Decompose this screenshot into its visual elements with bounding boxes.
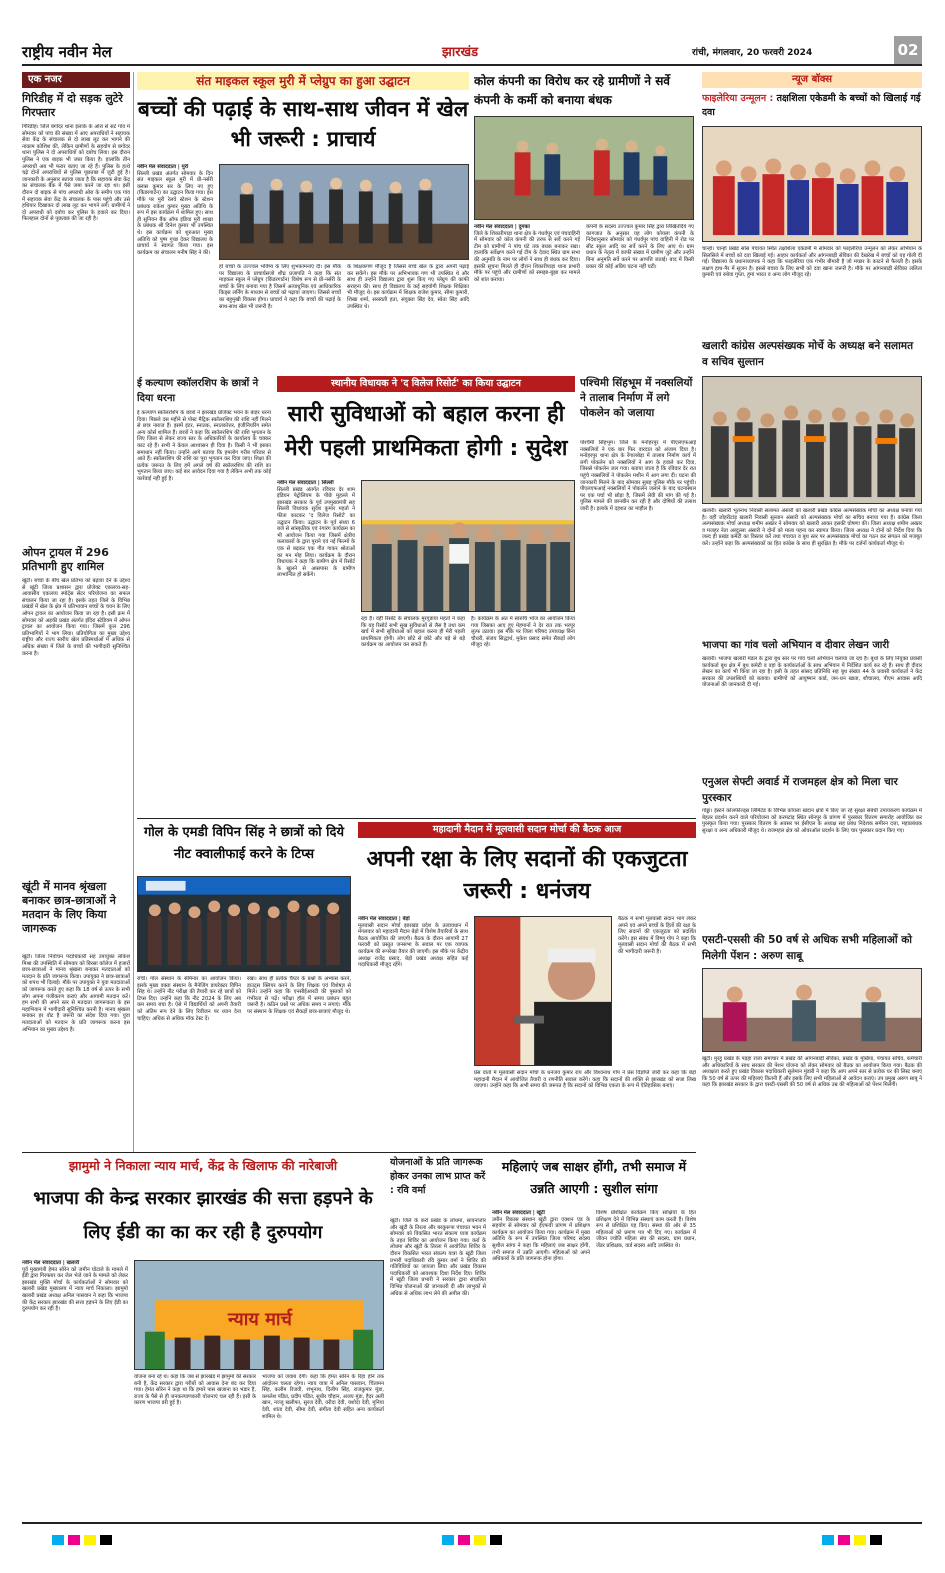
nyay-headline: भाजपा की केन्द्र सरकार झारखंड की सत्ता हड़पने के लिए ईडी का का कर रही है दुरुपयोग xyxy=(33,1188,373,1243)
nyay-photo xyxy=(134,1260,384,1370)
school-headline: बच्चों की पढ़ाई के साथ-साथ जीवन में खेल भी जरूरी : प्राचार्य xyxy=(137,97,469,151)
ek-nazar-label: एक नजर xyxy=(22,72,130,88)
black-mark xyxy=(490,1535,502,1545)
mahila-byline: नवीन मेल संवाददाता | खूंटी xyxy=(492,1210,545,1216)
mahila-body-2: विशेष प्रशिक्षित कार्यक्रम किए साक्षियों के हित प्रशिक्षण देने में विभिन्न संस्थाएं काम करती हैं। विशेष रूप से प्रशिक्षित यह किए। संस्था की ओर से 35 महिलाओं को प्रमाण पत्र भी दिए गए। कार्यक्रम में जीवन ज्योति महिला संघ की सदस्य, ग्राम प्रधान, जेंडर प्रशिक्षक, वार्ड सदस्य आदि उपस्थित थे। xyxy=(596,1210,696,1249)
mulvasi-caption: प्रेस वार्ता में मूलवासी सदान मोर्चा के धनंजय कुमार राय और विश्वनाथ गोप ने प्रेस विज्ञप्ति जारी कर कहा कि बेड़ो महादानी मैदान में आयोजित तैयारी व रणनीति सवाल करेंगे। कहा कि सदानों की शक्ति से झारखंड को सजा लिख जाएगा। उन्होंने कहा कि अभी समय की जरूरत है कि सदानों को विभिन्न एकता के रूप में ऐतिहासिक बनाएं। xyxy=(474,1070,696,1090)
item3-body: खूंटी। जिला निर्वाचन पदाधिकारी सह उपायुक्त लोकेश मिश्रा की उपस्थिति में सोमवार को बिरसा कॉलेज में हजारों छात्र-छात्राओं ने मानव श्रृंखला बनाकर मतदाताओं को मतदान के प्रति जागरूक किया। उपायुक्त ने छात्र-छात्राओं को शपथ भी दिलाई। मौके पर उपायुक्त ने युवा मतदाताओं को जागरूक करते हुए कहा कि 18 वर्ष से ऊपर के सभी लोग अपना पंजीकरण कराएं और आगामी मतदान करें। हम सभी की अपने स्तर से मतदाता जागरूकता के इस महाभियान में भागीदारी सुनिश्चित करनी है। मानव श्रृंखला बनाकर हर वोट है जरूरी का संदेश दिया गया। युवा मतदाताओं को मतदान के प्रति जागरूक करना इस अभियान का मुख्य उद्देश्य है। xyxy=(22,954,130,1033)
mulvasi-body-1-text: मूलवासी सदान मोर्चा झारखंड प्रदेश के तत्वावधान में मंगलवार को महादानी मैदान बेड़ो में विशेष तैयारियों के साथ बैठक आयोजित की जाएगी। बैठक के दौरान आगामी 27 फरवरी को प्रस्तुत जनसभा के सवाल पर एक व्यापक कार्यक्रम की रूपरेखा तैयार की जाएगी। इस मौके पर केंद्रीय अध्यक्ष राजेंद्र प्रसाद, बेड़ो प्रखंड अध्यक्ष सहित कई पदाधिकारी मौजूद रहेंगे। xyxy=(358,922,468,969)
neet-story xyxy=(137,822,351,1152)
naxal-story xyxy=(580,376,696,816)
news-box-photo-graphic xyxy=(703,127,921,241)
mulvasi-headline: अपनी रक्षा के लिए सदानों की एकजुटता जरूरी : धनंजय xyxy=(366,847,688,904)
yellow-mark xyxy=(474,1535,486,1545)
nyay-kicker: झामुमो ने निकाला न्याय मार्च, केंद्र के खिलाफ की नारेबाजी xyxy=(68,1158,338,1173)
coal-headline: कोल कंपनी का विरोध कर रहे ग्रामीणों ने सर्वे कंपनी के कर्मी को बनाया बंधक xyxy=(474,74,670,107)
resort-photo-graphic xyxy=(362,481,574,611)
jagrukta-body: खूंटी। जिले के कर्रा प्रखंड के लोधमा, सावनाजोर और खूंटी के तिरला और बरकुरूपा पंचायत भवन में सोमवार को विकसित भारत संकल्प यात्रा कार्यक्रम के तहत शिविर का आयोजन किया गया। कर्रा के लोधमा और खूंटी के तिरला में आयोजित शिविर के दौरान विकसित भारत संकल्प यात्रा के खूंटी जिला प्रभारी पदाधिकारी रवि कुमार वर्मा ने शिविर की गतिविधियों का जायजा लिया और प्रखंड विकास पदाधिकारी को आवश्यक दिशा निर्देश दिए। शिविर में खूंटी जिला प्रभारी ने सरकार द्वारा संचालित विभिन्न योजनाओं की जानकारी दी और लाभुकों से अधिक से अधिक लाभ लेने की अपील की। xyxy=(390,1218,486,1297)
masthead xyxy=(22,36,922,68)
bhajpa-body: खलारी। भाजपा खलारी मंडल के द्वारा बूथ स्तर पर गांव चलो अभियान चलाया जा रहा है। बूथों के लिए नियुक्त प्रवासी कार्यकर्ता बूथ क्षेत्र में बूथ कमेटी व वहां के कार्यकर्ताओं के साथ अभियान में निर्देशित कार्य कर रहे हैं। साथ ही दीवार लेखन का कार्य भी किया जा रहा है। इसी के तहत सांसद प्रतिनिधि सह बूथ संख्या 44 के प्रवासी कार्यकर्ता ने केंद्र सरकार की उपलब्धियों को बताया। ग्रामीणों को आयुष्मान कार्ड, जन-धन खाता, शौचालय, पीएम आवास आदि योजनाओं की जानकारी दी गई। xyxy=(702,656,922,689)
item2-body: खूंटी। बच्चों के बीच खेल प्रतिभा को बढ़ावा देने के उद्देश्य से खूंटी जिला प्रशासन द्वारा प्रोजेक्ट एकलव्य-सह-आवासीय एकलव्य स्पोर्ट्स सेंटर परियोजना का सफल संचालन किया जा रहा है। इसके तहत जिले के विभिन्न प्रखंडों में खेल के क्षेत्र में प्रतिभावान बच्चों के चयन के लिए ओपन ट्रायल का आयोजन किया जा रहा है। इसी क्रम में सोमवार को अड़की प्रखंड अंतर्गत इंदिरा स्टेडियम में ओपन ट्रायल का आयोजन किया गया। जिसमें कुल 296 प्रतिभागियों ने भाग लिया। प्रतियोगिता का मुख्य उद्देश्य राष्ट्रीय और राज्य स्तरीय खेल प्रतिस्पर्धाओं में अधिक से अधिक संख्या में जिले के बच्चों की भागीदारी सुनिश्चित करना है। xyxy=(22,578,130,657)
yellow-mark xyxy=(854,1535,866,1545)
award-headline: एनुअल सेफ्टी अवार्ड में राजमहल क्षेत्र को मिला चार पुरस्कार xyxy=(702,776,898,804)
school-photo-graphic xyxy=(220,165,468,259)
black-mark xyxy=(870,1535,882,1545)
nyay-banner-text: न्याय मार्च xyxy=(228,1309,292,1330)
resort-headline: सारी सुविधाओं को बहाल करना ही मेरी पहली प्राथमिकता होगी : सुदेश xyxy=(284,402,568,461)
item2-title: ओपन ट्रायल में 296 प्रतिभागी हुए शामिल xyxy=(22,546,109,573)
coal-byline: नवीन मेल संवाददाता | दुमका xyxy=(474,224,530,230)
section-title: झारखंड xyxy=(442,45,479,60)
registration-marks-left xyxy=(52,1530,116,1549)
masthead-rule xyxy=(22,64,922,66)
school-photo xyxy=(219,164,469,260)
scholarship-story xyxy=(137,376,271,806)
neet-photo xyxy=(137,876,351,972)
st-photo xyxy=(702,968,922,1052)
news-box-body: चान्हो। चान्हो प्रखंड सोंस पंचायत स्थित तक्षशिला एकेडमी में सोमवार को फाइलेरिया उन्मूलन को लेकर अभियान के सिलसिले में बच्चों को दवा खिलाई गई। आहार कार्यकर्ता और आंगनबाड़ी सेविका की देखरेख में बच्चों को यह गोली दी गई। विद्यालय के प्रधानाध्यापक ने कहा कि फाइलेरिया एक गंभीर बीमारी है जो मच्छर के काटने से फैलती है। इसके लक्षण हाथ-पैर में सूजन है। इससे बचाव के लिए सभी को दवा खाना जरूरी है। मौके पर आंगनबाड़ी सेविका ललिता कुमारी एवं रुबेया गुप्ता, हुमां भारत व अन्य लोग मौजूद रहे। xyxy=(702,246,922,279)
cyan-mark xyxy=(52,1535,64,1545)
news-box-photo xyxy=(702,126,922,242)
bhajpa-headline: भाजपा का गांव चलो अभियान व दीवार लेखन जारी xyxy=(702,640,890,651)
st-body: खूंटी। मुरहू प्रखंड के पड़हा राजा समाचार में प्रखंड की आंगनबाड़ी सेविका, प्रखंड के मुखिया, पंचायत सचिव, कर्मचारी और अधिकारियों के साथ सरकार की पेंशन योजना को लेकर सोमवार को बैठक का आयोजन किया गया। बैठक की अध्यक्षता करते हुए प्रखंड विकास पदाधिकारी सुलेमान मुंडारी ने कहा कि आप अपने स्तर से प्रत्येक घर की लिस्ट बनाएं कि 50 वर्ष से ऊपर की महिलाएं कितनी हैं और इसके लिए सभी महिलाओं से आवेदन कराएं। उप प्रमुख अरुण साबू ने कहा कि झारखंड सरकार के द्वारा एसटी-एससी की 50 वर्ष से अधिक उम्र की महिलाओं को पेंशन मिलेगी। xyxy=(702,1056,922,1089)
magenta-mark xyxy=(68,1535,80,1545)
dateline: रांची, मंगलवार, 20 फरवरी 2024 xyxy=(692,48,813,58)
news-box-headline: तक्षशिला एकेडमी के बच्चों को खिलाई गई दवा xyxy=(702,93,921,118)
resort-body-1 xyxy=(277,480,355,800)
neet-headline: गोल के एमडी विपिन सिंह ने छात्रों को दिये नीट क्वालीफाई करने के टिप्स xyxy=(144,825,344,862)
news-box-kicker: फाइलेरिया उन्मूलन : xyxy=(702,93,774,104)
scholarship-body: ई कल्याण स्कॉलरशिप के छात्रों ने झारखंड प्रोजेक्ट भवन के बाहर धरना दिया। पिछले दस महीने से पोस्ट मैट्रिक स्कॉलरशिप की राशि नहीं मिलने से छात्र नाराज हैं। इसमें इंटर, स्नातक, स्नातकोत्तर, इंजीनियरिंग समेत अन्य कोर्स शामिल हैं। छात्रों ने कहा कि स्कॉलरशिप की राशि भुगतान के लिए जिला से लेकर राज्य स्तर के अधिकारियों के कार्यालय के चक्कर काट रहे हैं। सभी ने केवल आश्वासन ही दिया है। किसी ने भी इसका समाधान नहीं किया। उन्होंने आगे बताया कि हमलोग गरीब परिवार से आते हैं। स्कॉलरशिप की राशि का पूरा भुगतान कर दिया जाए। शिक्षा की प्रत्येक जरूरत के लिए हमें अगले वर्ष की स्कॉलरशिप की राशि का भुगतान किया जाए। कई बार आवेदन दिया गया है लेकिन अभी तक कोई कार्रवाई नहीं हुई है। xyxy=(137,410,271,482)
khalari-photo xyxy=(702,376,922,504)
coal-photo xyxy=(474,116,694,220)
neet-photo-graphic xyxy=(138,877,350,971)
news-box-headline-wrap xyxy=(702,92,922,122)
school-body-1-text: सिल्ली प्रखंड अंतर्गत सोमवार के दिन संत माइकल स्कूल मुरी में प्री-नर्सरी क्लास कुमार सर के लिए नए हुए (किंडरगार्टन) का उद्घाटन किया गया। इस मौके पर मुरी रेलवे स्टेशन के स्टेशन प्रबंधक राकेश कुमार मुख्य अतिथि के रूप में इस कार्यक्रम में शामिल हुए। साथ ही सुनियन बैंक ऑफ इंडिया मुरी शाखा के प्रबंधक श्री दिनेश कुमार भी उपस्थित थे। इस कार्यक्रम को शुरुआत मुख्य अतिथि को पुष्प गुच्छ देकर विद्यालय के प्राचार्य ने स्वागत किया गया। इस कार्यक्रम का संचालन मनीष सिंह ने की। xyxy=(137,170,213,256)
school-body-3: के शिक्षकगण मौजूद हैं जिससे बच्चे खेल के द्वारा अपनी पढ़ाई कर सकेंगे। इस मौके पर अभिभावक गण भी उपस्थित थे और साथ ही उन्होंने विद्यालय द्वारा शुरू किए गए प्लेग्रुप की काफी सराहना की। साथ ही विद्यालय के कई सहयोगी शिक्षक शिक्षिका भी मौजूद थे। इस कार्यक्रम में शिक्षक राजेश कुमार, सीमा कुमारी, शिखा शर्मा, सरस्वती हता, संयुक्ता सिंह देव, स्वेता सिंह आदि उपस्थित थे। xyxy=(347,264,469,310)
coal-body-1-text: जिले के शिकारीपाड़ा थाना क्षेत्र के गंधर्वपुर एवं पंचवाहिनी में सोमवार को कोल कंपनी की तरफ से सर्वे करने गई टीम को ग्रामीणों ने पांच घंटे तक बंधक बनाकर रखा। हालांकि सर्वेक्षण करने गई टीम के देवाद स्थित ग्राम सभा की अनुमति के नाम पर लोगों ने साथ ही बंधक कर दिया। इसकी सूचना मिलते ही दौरान शिकारीपाड़ा थाना प्रभारी मौके पर पहुंचे और ग्रामीणों को समझा-बुझा कर मामले को शांत कराया। xyxy=(474,230,580,283)
paper-name: राष्ट्रीय नवीन मेल xyxy=(22,43,112,61)
resort-byline: नवीन मेल संवाददाता | सिल्ली xyxy=(277,480,334,486)
st-photo-graphic xyxy=(703,969,921,1051)
nyay-body-1-text: पूर्व मुख्यमंत्री हेमंत सोरेन को जमीन घोटाले के मामले में ईडी द्वारा गिरफ्तार कर जेल भेजे जाने के मामले को लेकर झारखंड मुक्ति मोर्चा के कार्यकर्ताओं ने सोमवार को खलारी प्रखंड मुख्यालय में न्याय मार्च निकाला। झामुमो खलारी प्रखंड अध्यक्ष अनिल पासवान ने कहा कि भाजपा की केंद्र सरकार झारखंड की सत्ता हड़पने के लिए ईडी का दुरुपयोग कर रही है। xyxy=(22,1266,128,1313)
nyay-body-3: भाजपा को जवाब देगी। कहा कि हेमंत सोरेन के रिहा होने तक आंदोलन चलता रहेगा। न्याय यात्रा में अनिल पासवान, चिंतामन सिंह, कलीम रिजवी, शंभूनाथ, दिलीप सिंह, राजकुमार मुंडा, कमलेश पंडित, प्रदीप पंडित, सुधीर चौहान, अजय मुंडा, हैदर अली खान, नज्जू खलीफा, सुरज देवी, वरीदा देवी, यशोदा देवी, मुनिया देवी, शांता देवी, सीमा देवी, संगीता देवी सहित अन्य कार्यकर्ता शामिल थे। xyxy=(262,1374,384,1420)
magenta-mark xyxy=(838,1535,850,1545)
registration-marks-center xyxy=(442,1530,506,1549)
jagrukta-headline: योजनाओं के प्रति जागरूक होकर उनका लाभ प्राप्त करें : रवि वर्मा xyxy=(390,1157,486,1196)
naxal-body: पश्चिमी सिंहभूम। जिले के मनोहरपुर में पीएलएफआई नक्सलियों ने एक बार फिर वारदात को अंजाम दिया है। मनोहरपुर थाना क्षेत्र के रेंगालबेड़ा में तालाब निर्माण कार्य में लगी पोकलेन को नक्सलियों ने आग के हवाले कर दिया, जिससे पोकलेन जल गया। बताया जाता है कि रविवार देर रात पहुंचे नक्सलियों ने पोकलेन मशीन में आग लगा दी। घटना की जानकारी मिलने के बाद सोमवार सुबह पुलिस मौके पर पहुंची। पीएलएफआई नक्सलियों ने पोकलेन जलाने के बाद घटनास्थल पर एक पर्चा भी छोड़ा है, जिसमें लेवी की मांग की गई है। पुलिस मामले की छानबीन कर रही है और दोषियों की तलाश जारी है। इलाके में दहशत का माहौल है। xyxy=(580,440,696,512)
neet-body-2: रखा। साथ ही प्रत्येक चैप्टर के प्रश्नों के अभ्यास करने, डाउट्स क्लियर करने के लिए शिक्षक एवं विशेषज्ञ से मिलें। उन्होंने कहा कि एनसीईआरटी की पुस्तकों को गंभीरता से पढ़ें। परीक्षा हॉल में समय प्रबंधन बहुत जरूरी है। कठिन प्रश्नों पर अधिक समय न लगाएं। मौके पर संस्थान के शिक्षक एवं सैकड़ों छात्र-छात्राएं मौजूद थे। xyxy=(247,976,351,1015)
cyan-mark xyxy=(822,1535,834,1545)
st-headline: एसटी-एससी की 50 वर्ष से अधिक सभी महिलाओं को मिलेगी पेंशन : अरुण साबू xyxy=(702,934,913,962)
item3-title: खूंटी में मानव श्रृंखला बनाकर छात्र-छात्राओं ने मतदान के लिए किया जागरूक xyxy=(22,880,116,935)
black-mark xyxy=(100,1535,112,1545)
coal-photo-graphic xyxy=(475,117,693,219)
mulvasi-body-2: बैठक में सभी मूलवासी सदान भाग लेकर अपने एवं अपने बच्चों के हितों की रक्षा के लिए सदानों की एकजुटता को प्रदर्शित करेंगे। इस संबंध में विष्णु गोप ने कहा कि मूलवासी सदान मोर्चा की बैठक में सभी की भागीदारी जरूरी है। xyxy=(618,916,696,955)
mid-rule-2 xyxy=(22,1152,696,1153)
school-body-1 xyxy=(137,164,213,368)
khalari-body: खलारी। खलारी भूतनाथ निवासी सलामत अंसारी को खलारी प्रखंड कांग्रेस अल्पसंख्यक मोर्चा का अध्यक्ष बनाया गया है। वहीं जोहरीटांड़ खलारी निवासी सुल्तान अंसारी को अल्पसंख्यक मोर्चा का सचिव बनाया गया है। कांग्रेस जिला अल्पसंख्यक मोर्चा अध्यक्ष शमीम अख्तर ने सोमवार को खलारी आकर इसकी घोषणा की। जिला अध्यक्ष शमीम अख्तर व मजहर नेता अब्दुल्ला अंसारी ने दोनों को माला पहना कर स्वागत किया। जिला अध्यक्ष ने दोनों को निर्देश दिया कि जल्द ही प्रखंड कमेटी का विस्तार करें तथा पंचायत व बूथ स्तर पर अल्पसंख्यक मोर्चा का गठन कर संगठन को मजबूत करें। उन्होंने कहा कि अल्पसंख्यकों का हित कांग्रेस के साथ ही सुरक्षित है। मौके पर दर्जनों कार्यकर्ता मौजूद थे। xyxy=(702,508,922,547)
mulvasi-body-1 xyxy=(358,916,468,1148)
nyay-body-1 xyxy=(22,1260,128,1504)
coal-body-2: कंपनी के सदस्य उज्ज्वल कुमार सिंह द्वारा लिखितदिये गए कागजात के अनुसार यह लोग कोयला कंपनी के निदेशानुसार सोमवार को गंधर्वपुर पांच वाहिनी में रोड पर सीट स्कूल आदि का सर्वे करने के लिए आए थे। ग्राम प्रधान के नेतृत्व में काफी संख्या में ग्रामीण जुटे और उन्होंने बिना अनुमति सर्वे करने पर आपत्ति जताई। बाद में किसी प्रकार की कोई अप्रिय घटना नहीं घटी। xyxy=(586,224,694,270)
school-byline: नवीन मेल संवाददाता | मुरी xyxy=(137,164,189,170)
resort-body-2: रहा है। वहीं रिसोर्ट के संचालक मुरगुडाया महतो ने कहा कि यह रिसोर्ट सभी सुख सुविधाओं से लैस है तथा कम खर्च में सभी सुविधाओं को बहाल करना ही मेरी पहली प्राथमिकता होगी। लोग छोटे से छोटे और बड़े से बड़े कार्यक्रम का आयोजन कर सकते हैं। xyxy=(361,616,465,649)
footer xyxy=(22,1522,922,1546)
mahila-body-1-text: उमीन विकास संस्थान खूंटी द्वारा एक्शन एड के सहयोग से सोमवार को ईएफवी प्रांगण में प्रशिक्षण कार्यक्रम का आयोजन किया गया। कार्यक्रम में मुख्य अतिथि के रूप में उपस्थित जिला परिषद सदस्य सुशील सांगा ने कहा कि महिलाएं जब साक्षर होंगी, तभी समाज में उन्नति आएगी। महिलाओं को अपने अधिकारों के प्रति जागरूक होना होगा। xyxy=(492,1216,590,1263)
nyay-byline: नवीन मेल संवाददाता | खलारी xyxy=(22,1260,80,1266)
jagrukta-story xyxy=(390,1156,486,1506)
nyay-story xyxy=(22,1156,384,1506)
school-kicker: संत माइकल स्कूल मुरी में प्लेग्रुप का हुआ उद्घाटन xyxy=(137,72,469,90)
magenta-mark xyxy=(458,1535,470,1545)
mulvasi-byline: नवीन मेल संवाददाता | बेड़ो xyxy=(358,916,410,922)
news-box-label: न्यूज बॉक्स xyxy=(702,72,922,88)
registration-marks-right xyxy=(822,1530,886,1549)
resort-body-1-text: सिल्ली प्रखंड अंतर्गत रविवार देर शाम इंडियन पेट्रोलियम के पीछे मुहल्ले में झारखंड सरकार के पूर्व उपमुख्यमंत्री सह सिल्ली विधायक सुदेश कुमार महतो ने फीता काटकर 'द विलेज रिसोर्ट' का उद्घाटन किया। उद्घाटन के पूर्व संध्या 6 बजे से सांस्कृतिक एवं रंगारंग कार्यक्रम का भी आयोजन किया गया जिसमें क्षेत्रीय कलाकारों के द्वारा पुराने एवं नई फिल्मों के एक से बढ़कर एक गीत गाकर श्रोताओं का मन मोह लिया। कार्यक्रम के दौरान विधायक ने कहा कि ग्रामीण क्षेत्र में रिसोर्ट के खुलने से आसपास के ग्रामीण लाभान्वित हो सकेंगे। xyxy=(277,486,355,579)
award-body: गोड्डा। ईस्टर्न कोलफील्ड्स लिमिटेड के विभिन्न कोयला खदान क्षेत्रों में किए जा रहे सुरक्षा संबंधी उपायकरण कार्यक्रम में बेहतर प्रदर्शन करने वाले परियोजना को करमटांड़ स्थित सोनपुर के प्रांगण में पुरस्कार वितरण समारोह आयोजित कर पुरस्कृत किया गया। पुरस्कार वितरण के अवसर पर ईसीएल के अध्यक्ष सह प्रबंध निदेशक समीरन दत्ता, महाप्रबंधक सुरक्षा व अन्य अधिकारी मौजूद थे। राजमहल क्षेत्र को ओवरऑल प्रदर्शन के लिए चार पुरस्कार प्रदान किए गए। xyxy=(702,808,922,834)
resort-kicker: स्थानीय विधायक ने 'द विलेज रिसोर्ट' का किया उद्घाटन xyxy=(277,376,575,392)
resort-photo xyxy=(361,480,575,612)
mulvasi-story xyxy=(358,822,696,1152)
mulvasi-kicker: महादानी मैदान में मूलवासी सदान मोर्चा की बैठक आज xyxy=(358,822,696,838)
mahila-headline: महिलाएं जब साक्षर होंगी, तभी समाज में उन्नति आएगी : सुशील सांगा xyxy=(501,1159,687,1196)
mahila-story xyxy=(492,1156,696,1506)
page-number: 02 xyxy=(894,36,922,64)
resort-story xyxy=(277,376,575,816)
neet-body-1: रांची। गोल संस्थान के सेमिनार का आयोजन किया। इसके मुख्य वक्ता संस्थान के मैनेजिंग डायरेक्टर विपिन सिंह थे। उन्होंने नीट परीक्षा की तैयारी कर रहे छात्रों को टिप्स दिए। उन्होंने कहा कि नीट 2024 के लिए अब कम समय बचा है। ऐसे में विद्यार्थियों को अपनी तैयारी को अंतिम रूप देने के लिए रिवीजन पर ध्यान देना चाहिए। अधिक से अधिक मॉक टेस्ट दें। xyxy=(137,976,241,1022)
naxal-headline: पश्चिमी सिंहभूम में नक्सलियों ने तालाब निर्माण में लगे पोकलेन को जलाया xyxy=(580,377,693,419)
coal-story xyxy=(474,72,694,370)
mahila-body-1 xyxy=(492,1210,590,1504)
cyan-mark xyxy=(442,1535,454,1545)
coal-body-1 xyxy=(474,224,580,370)
footer-rule xyxy=(22,1522,922,1524)
school-body-2: हो बच्चों के उज्ज्वल भविष्य के लिए शुभकामनाएं दी। इस मौके पर विद्यालय के प्राचार्यसजो शीघ्र प्रजापति ने कहा कि संत माइकल स्कूल में प्लेग्रुप (किंडरगार्टन) विशेष रूप से प्री-नर्सरी के बच्चों के लिए बनाया गया है जिसमें अत्याधुनिक एवं आधिकारिक किड्स लर्निंग के माध्यम से बच्चों को पढ़ाया जाएगा। जिससे बच्चों का बहुमुखी विकास होगा। प्राचार्य ने कहा कि बच्चों की पढ़ाई के साथ-साथ खेल भी जरूरी है। xyxy=(219,264,341,310)
khalari-photo-graphic xyxy=(703,377,921,503)
khalari-headline: खलारी कांग्रेस अल्पसंख्यक मोर्चे के अध्यक्ष बने सलामत व सचिव सुल्तान xyxy=(702,340,914,368)
nyay-body-2: योजना बना रहे थे। कहा कि जब से झारखंड में झामुमो की सरकार बनी है, केंद्र सरकार द्वारा गरीबों को आवास देना बंद कर दिया गया। हेमंत सोरेन ने कहा था कि हमारे पास खजाना का भंडार है, राज्य के पैसे से ही जनकल्याणकारी योजनाएं चल रही हैं। इसी के कारण भाजपा डरी हुई है। xyxy=(134,1374,256,1407)
yellow-mark xyxy=(84,1535,96,1545)
column-divider xyxy=(133,72,134,1152)
item1-title: गिरिडीह में दो सड़क लुटेरे गिरफ्तार xyxy=(22,92,123,119)
mulvasi-photo-graphic xyxy=(475,917,611,1065)
mid-rule-1 xyxy=(137,818,696,819)
news-box-column xyxy=(702,72,922,1512)
school-story xyxy=(137,72,469,370)
resort-body-3: हैं। कार्यक्रम के अंत में स्वरुचि भोज का आयोजन किया गया जिसका आए हुए मेहमानों ने देर रात तक भरपूर लुत्फ उठाया। इस मौके पर जिला परिषद उपाध्यक्ष बिना चौधरी, संजय सिद्धार्थ, मुकेश प्रसाद समेत सैकड़ों लोग मौजूद रहे। xyxy=(471,616,575,649)
scholarship-headline: ई कल्याण स्कॉलरशिप के छात्रों ने दिया धरना xyxy=(137,378,259,404)
item1-body: गिरिडीह। जिले बगोदर थाना इलाके के ओरा से सटे गांव में सोमवार को पांच की संख्या में आए अपराधियों ने सहायक सेवा केंद्र के संचालक से दो लाख लूट कर भागने की नाकाम कोशिश की, लेकिन ग्रामीणों के सहयोग से बगोदर थाना पुलिस ने दो अपराधियों को दबोच लिया। इस दौरान पुलिस ने एक बाइक भी जब्त किया है। हालांकि तीन अपराधी अब भी फरार बताए जा रहे हैं। पुलिस के हत्थे चढ़े दोनों अपराधियों से पुलिस पूछताछ में जुटी हुई है। जानकारी के अनुसार बताया जाता है कि सहायक सेवा केंद्र का संचालक बैंक में पैसे जमा करने जा रहा था। इसी दौरान दो बाइक से पांच अपराधी ओरा के समीप एक गांव में सहायक सेवा केंद्र के संचालक के पास पहुंचे और उसे हथियार दिखाकर दो लाख लूट कर भागने लगे। ग्रामीणों ने दो अपराधी को दबोच कर पुलिस के हवाले कर दिया। फिलहाल दोनों से पूछताछ की जा रही है। xyxy=(22,124,130,223)
mulvasi-photo xyxy=(474,916,612,1066)
